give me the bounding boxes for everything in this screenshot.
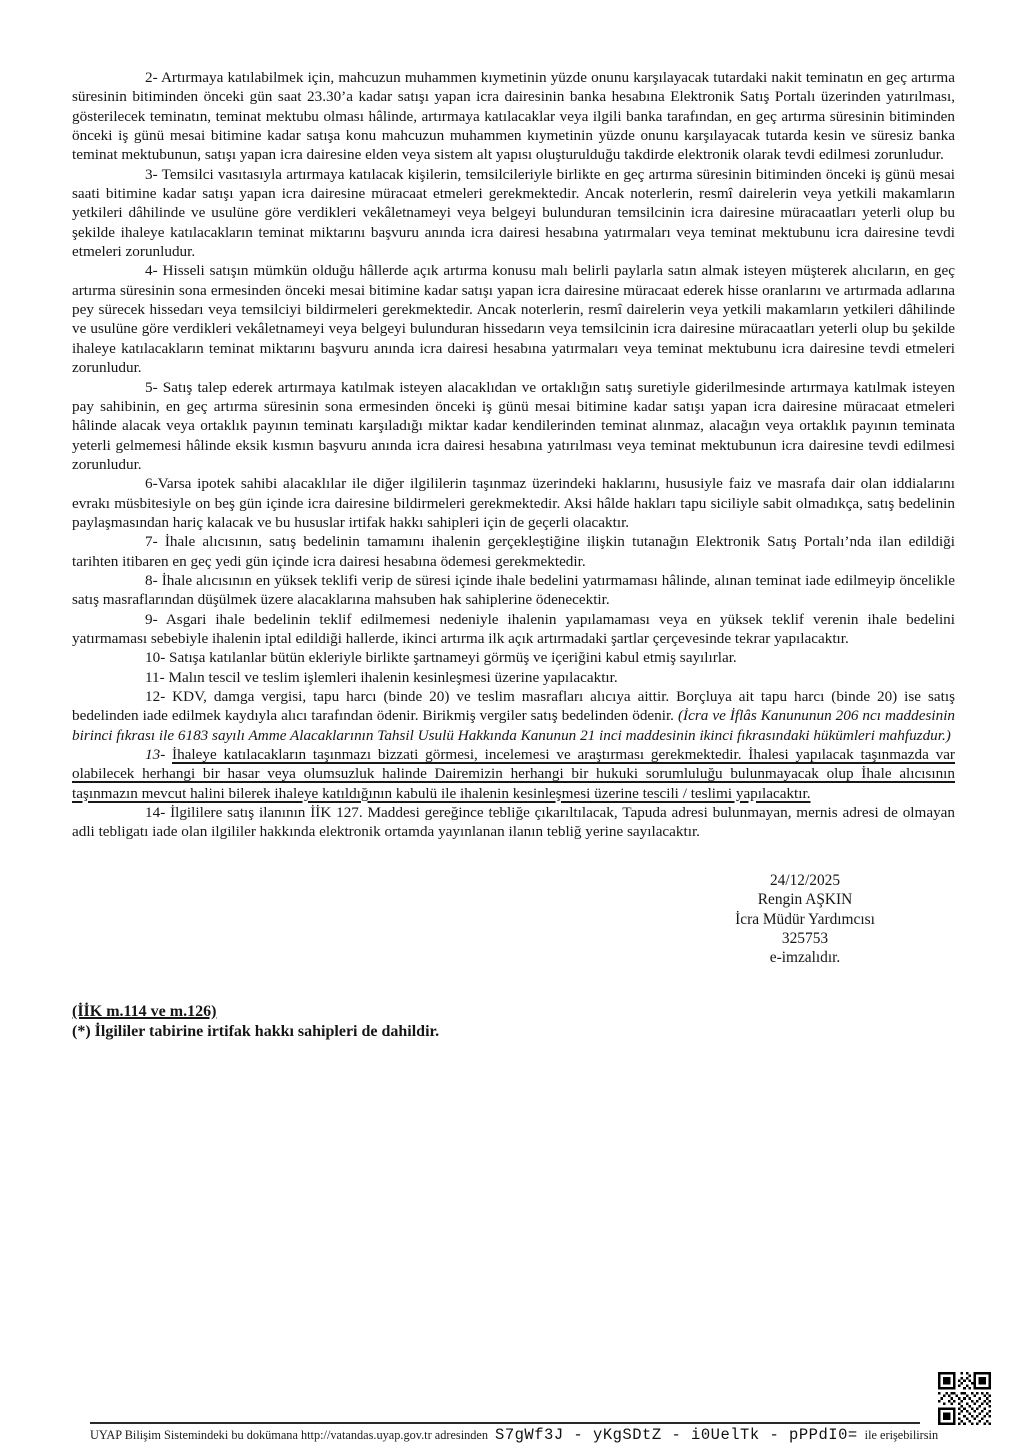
paragraph-11: 11- Malın tescil ve teslim işlemleri ihalenin kesinleşmesi üzerine yapılacaktır. bbox=[145, 668, 618, 686]
signature-registration-number: 325753 bbox=[781, 929, 829, 947]
paragraph-4: 4- Hisseli satışın mümkün olduğu hâllerde açık artırma konusu malı belirli paylarla satın almak isteyen müşterek alıcıların, en geç artırma süresinin sona ermesinden önceki mesai bitimine kadar satışı yapan icra dairesine müracaat ederek hisse oranlarını ve artırmada adlarına pey sürecek hissedarı veya temsilciyi bildirmeleri gerekmektedir. Ancak noterlerin, resmî dairelerin veya yetkili makamların yetkileri dâhilinde ve usulüne göre verdikleri vekâletnameyi veya belgeyi bulunduran hissedarın veya temsilcinin icra dairesine müracaatları yeterli olup bu şekilde ihaleye katılacakların teminat miktarını başvuru anında icra dairesi hesabına yatırmaları veya teminat mektubunu icra dairesine tevdi etmeleri zorunludur. bbox=[72, 262, 955, 377]
paragraph-12 bbox=[72, 687, 955, 745]
footnotes-block bbox=[72, 1002, 439, 1042]
paragraph-13 bbox=[72, 745, 955, 803]
paragraph-13-underlined-text: İhaleye katılacakların taşınmazı bizzati görmesi, incelemesi ve araştırması gerekmektedir. İhalesi yapılacak taşınmazda var olabilecek herhangi bir hasar veya olumsuzluk halinde Dairemizin herhangi bir hukuki sorumluluğu bulunmayacak olup İhale alıcısının taşınmazın mevcut halini bilerek ihaleye katıldığının kabulü ile ihalenin kesinleşmesi üzerine tescili / teslimi yapılacaktır. bbox=[72, 746, 955, 802]
paragraph-13-number: 13- bbox=[145, 746, 166, 764]
law-reference-note: (İİK m.114 ve m.126) bbox=[72, 1003, 217, 1020]
signature-date: 24/12/2025 bbox=[769, 872, 841, 889]
document-body bbox=[72, 68, 955, 842]
signature-name: Rengin AŞKIN bbox=[757, 891, 853, 909]
footer-divider bbox=[90, 1422, 920, 1424]
footer-suffix: ile erişebilirsin bbox=[864, 1428, 939, 1442]
paragraph-6: 6-Varsa ipotek sahibi alacaklılar ile diğer ilgililerin taşınmaz üzerindeki haklarını, hususiyle faiz ve masrafa dair olan iddialarını evrakı müsbitesiyle on beş gün içinde icra dairesine bildirmeleri gerekmektedir. Aksi hâlde hakları tapu siciliyle sabit olmadıkça, satış bedelinin paylaşmasından hariç kalacak ve bu hususlar irtifak hakkı sahipleri için de geçerli olacaktır. bbox=[72, 475, 955, 531]
paragraph-14: 14- İlgililere satış ilanının İİK 127. Maddesi gereğince tebliğe çıkarıltılacak, Tapuda adresi bulunmayan, mernis adresi de olmayan adli tebligatı iade olan ilgililer hakkında elektronik ortamda yayınlanan ilanın tebliğ yerine sayılacaktır. bbox=[72, 804, 955, 841]
paragraph-9: 9- Asgari ihale bedelinin teklif edilmemesi nedeniyle ihalenin yapılamaması veya en yüksek teklif verenin ihale bedelini yatırmaması sebebiyle ihalenin iptal edildiği hallerde, ikinci artırma ilk açık artırmadaki şartlar çerçevesinde tekrar yapılacaktır. bbox=[72, 610, 955, 647]
paragraph-5: 5- Satış talep ederek artırmaya katılmak isteyen alacaklıdan ve ortaklığın satış suretiyle giderilmesinde artırmaya katılmak isteyen pay sahibinin, en geç artırma süresinin sona ermesinden önceki iş günü mesai bitimine kadar satışı yapan icra dairesine müracaat etmeleri hâlinde alacak veya ortaklık payının teminatı karşıladığı miktar kadar kendilerinden teminat alınmaz, alacağın veya ortaklık payının teminata yeterli gelmemesi hâlinde eksik kısmın başvuru anında icra dairesi hesabına yatırılması veya teminat mektubunun icra dairesine tevdi edilmesi zorunludur. bbox=[72, 378, 955, 473]
paragraph-10: 10- Satışa katılanlar bütün ekleriyle birlikte şartnameyi görmüş ve içeriğini kabul etmiş sayılırlar. bbox=[145, 649, 737, 667]
signature-block bbox=[662, 871, 948, 967]
paragraph-12-law-reference: (İcra ve İflâs Kanununun 206 ncı maddesinin birinci fıkrası ile 6183 sayılı Amme Alacaklarının Tahsil Usulü Hakkında Kanunun 21 inci maddesinin ikinci fıkrasındaki hükümleri mahfuzdur.) bbox=[72, 707, 956, 744]
footer-verification-code: S7gWf3J - yKgSDtZ - i0UelTk - pPPdI0= bbox=[495, 1426, 858, 1444]
paragraph-12-text: 12- KDV, damga vergisi, tapu harcı (binde 20) ve teslim masrafları alıcıya aittir. Borçluya ait tapu harcı (binde 20) ise satış bedelinden iade edilmek kaydıyla alıcı tarafından ödenir. Birikmiş vergiler satış bedelinden ödenir. bbox=[72, 688, 955, 725]
paragraph-7: 7- İhale alıcısının, satış bedelinin tamamını ihalenin gerçekleştiğine ilişkin tutanağın Elektronik Satış Portalı’nda ilan edildiği tarihten itibaren en geç yedi gün içinde icra dairesi hesabına ödemesi gerekmektedir. bbox=[72, 533, 955, 570]
paragraph-2: 2- Artırmaya katılabilmek için, mahcuzun muhammen kıymetinin yüzde onunu karşılayacak tutardaki nakit teminatın en geç artırma süresinin bitiminden önceki gün saat 23.30’a kadar satışı yapan icra dairesinin banka hesabına Elektronik Satış Portalı üzerinden yatırılması, gösterilecek teminatın, teminat mektubu olması hâlinde, artırmaya katılacaklar veya ilgili banka tarafından, en geç artırma süresinin bitiminden önceki iş günü mesai bitimine kadar satışa konu mahcuzun muhammen kıymetinin yüzde onunu karşılayacak tutarda kesin ve süresiz banka teminat mektubunun, satışı yapan icra dairesine elden veya sistem alt yapısı oluşturulduğu takdirde elektronik olarak tevdi edilmesi zorunludur. bbox=[72, 69, 955, 164]
esignature-note: e-imzalıdır. bbox=[769, 949, 841, 967]
paragraph-3: 3- Temsilci vasıtasıyla artırmaya katılacak kişilerin, temsilcileriyle birlikte en geç artırma süresinin bitiminden önceki iş günü mesai saati bitimine kadar satışı yapan icra dairesine müracaat etmeleri gerekmektedir. Ancak noterlerin, resmî dairelerin veya yetkili makamların yetkileri dâhilinde ve usulüne göre verdikleri vekâletnameyi veya belgeyi bulunduran temsilcinin icra dairesine müracaatları yeterli olup bu şekilde ihaleye katılacakların teminat miktarını başvuru anında icra dairesi hesabına yatırmaları veya teminat mektubunu icra dairesine tevdi etmeleri zorunludur. bbox=[72, 165, 955, 261]
signature-title: İcra Müdür Yardımcısı bbox=[735, 910, 875, 928]
uyap-footer bbox=[90, 1426, 939, 1444]
footer-prefix: UYAP Bilişim Sistemindeki bu dokümana http://vatandas.uyap.gov.tr adresinden bbox=[90, 1428, 489, 1442]
paragraph-8: 8- İhale alıcısının en yüksek teklifi verip de süresi içinde ihale bedelini yatırmaması hâlinde, alınan teminat iade edilmeyip öncelikle satış masraflarından düşülmek üzere alacaklarına mahsuben hak sahiplerine ödenecektir. bbox=[72, 571, 955, 609]
asterisk-note: (*) İlgililer tabirine irtifak hakkı sahipleri de dahildir. bbox=[72, 1023, 440, 1040]
qr-code-icon bbox=[938, 1372, 991, 1425]
